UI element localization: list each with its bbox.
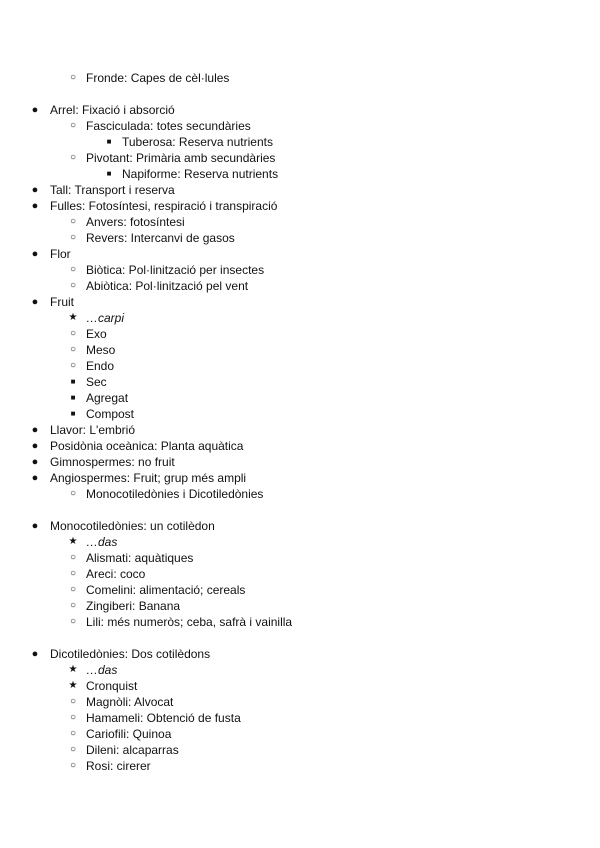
list-item (0, 278, 600, 294)
list-item-text: Cariofili: Quinoa (86, 727, 172, 741)
list-item-text: Exo (86, 327, 107, 341)
bullet-circle-icon: ○ (69, 552, 77, 563)
bullet-circle-icon: ○ (69, 568, 77, 579)
bullet-square-icon: ■ (106, 137, 112, 146)
list-item-text: Flor (50, 247, 71, 261)
list-item (0, 262, 600, 278)
list-item (0, 342, 600, 358)
bullet-circle-icon: ○ (69, 744, 77, 755)
list-item (0, 614, 600, 630)
bullet-circle-icon: ○ (69, 264, 77, 275)
list-item-text: Alismati: aquàtiques (86, 551, 194, 565)
bullet-dot-icon: ● (31, 648, 39, 660)
list-item-text: Comelini: alimentació; cereals (86, 583, 246, 597)
list-item-text: Fasciculada: totes secundàries (86, 119, 251, 133)
list-item (0, 710, 600, 726)
list-item-text: Agregat (86, 391, 129, 405)
bullet-dot-icon: ● (31, 248, 39, 260)
bullet-circle-icon: ○ (69, 360, 77, 371)
list-item-text: Posidònia oceànica: Planta aquàtica (50, 439, 244, 453)
bullet-dot-icon: ● (31, 424, 39, 436)
bullet-dot-icon: ● (31, 184, 39, 196)
list-item-text: Anvers: fotosíntesi (86, 215, 185, 229)
list-item (0, 118, 600, 134)
bullet-circle-icon: ○ (69, 728, 77, 739)
list-item (0, 246, 600, 262)
bullet-circle-icon: ○ (69, 280, 77, 291)
list-item-text: …das (86, 663, 118, 677)
bullet-star-icon: ★ (68, 312, 78, 323)
list-item-text: Fronde: Capes de cèl·lules (86, 71, 230, 85)
list-item (0, 470, 600, 486)
list-item (0, 102, 600, 118)
list-item-text: …das (86, 535, 118, 549)
bullet-circle-icon: ○ (69, 616, 77, 627)
list-item (0, 390, 600, 406)
list-item (0, 486, 600, 502)
bullet-star-icon: ★ (68, 680, 78, 691)
bullet-dot-icon: ● (31, 472, 39, 484)
list-item (0, 70, 600, 86)
list-item-text: Areci: coco (86, 567, 146, 581)
list-item (0, 150, 600, 166)
list-item-text: Gimnospermes: no fruit (50, 455, 175, 469)
list-item-text: Sec (86, 375, 107, 389)
bullet-circle-icon: ○ (69, 232, 77, 243)
list-item-text: Rosi: cirerer (86, 759, 151, 773)
bullet-circle-icon: ○ (69, 152, 77, 163)
list-item-text: Angiospermes: Fruit; grup més ampli (50, 471, 247, 485)
list-item (0, 166, 600, 182)
list-item (0, 454, 600, 470)
list-item (0, 582, 600, 598)
list-item-text: Tuberosa: Reserva nutrients (122, 135, 273, 149)
list-item-text: Compost (86, 407, 135, 421)
list-item (0, 758, 600, 774)
list-item (0, 310, 600, 326)
list-item-text: Monocotiledònies: un cotilèdon (50, 519, 215, 533)
bullet-circle-icon: ○ (69, 328, 77, 339)
bullet-circle-icon: ○ (69, 488, 77, 499)
bullet-square-icon: ■ (70, 377, 76, 386)
list-item (0, 566, 600, 582)
list-item-text: …carpi (86, 311, 125, 325)
list-item-text: Monocotiledònies i Dicotiledònies (86, 487, 264, 501)
list-item-text: Meso (86, 343, 116, 357)
list-item (0, 230, 600, 246)
list-item (0, 646, 600, 662)
list-item (0, 422, 600, 438)
list-item-text: Pivotant: Primària amb secundàries (86, 151, 276, 165)
bullet-circle-icon: ○ (69, 72, 77, 83)
list-item (0, 358, 600, 374)
list-item-text: Arrel: Fixació i absorció (50, 103, 175, 117)
bullet-dot-icon: ● (31, 296, 39, 308)
list-item-text: Napiforme: Reserva nutrients (122, 167, 279, 181)
list-item (0, 742, 600, 758)
list-item-text: Lili: més numeròs; ceba, safrà i vainilla (86, 615, 293, 629)
list-item (0, 438, 600, 454)
list-item (0, 182, 600, 198)
bullet-circle-icon: ○ (69, 216, 77, 227)
list-item (0, 534, 600, 550)
bullet-dot-icon: ● (31, 104, 39, 116)
bullet-star-icon: ★ (68, 664, 78, 675)
list-item (0, 518, 600, 534)
bullet-circle-icon: ○ (69, 696, 77, 707)
list-item-text: Cronquist (86, 679, 138, 693)
list-item-text: Tall: Transport i reserva (50, 183, 175, 197)
list-item (0, 550, 600, 566)
bullet-dot-icon: ● (31, 456, 39, 468)
list-item (0, 662, 600, 678)
bullet-dot-icon: ● (31, 520, 39, 532)
list-item (0, 678, 600, 694)
bullet-circle-icon: ○ (69, 712, 77, 723)
bullet-dot-icon: ● (31, 440, 39, 452)
bullet-square-icon: ■ (70, 393, 76, 402)
bullet-circle-icon: ○ (69, 344, 77, 355)
list-item-text: Llavor: L'embrió (50, 423, 135, 437)
list-item (0, 726, 600, 742)
list-item-text: Biòtica: Pol·linització per insectes (86, 263, 265, 277)
list-item (0, 598, 600, 614)
list-item (0, 694, 600, 710)
bullet-circle-icon: ○ (69, 120, 77, 131)
list-item (0, 406, 600, 422)
list-item-text: Zingiberi: Banana (86, 599, 181, 613)
list-item-text: Dileni: alcaparras (86, 743, 179, 757)
list-item (0, 374, 600, 390)
list-item-text: Fulles: Fotosíntesi, respiració i transpiració (50, 199, 278, 213)
list-item-text: Endo (86, 359, 115, 373)
list-item (0, 198, 600, 214)
list-item (0, 134, 600, 150)
bullet-star-icon: ★ (68, 536, 78, 547)
list-item-text: Fruit (50, 295, 74, 309)
list-item (0, 326, 600, 342)
list-item-text: Hamameli: Obtenció de fusta (86, 711, 241, 725)
bullet-circle-icon: ○ (69, 600, 77, 611)
bullet-square-icon: ■ (106, 169, 112, 178)
list-item-text: Dicotiledònies: Dos cotilèdons (50, 647, 211, 661)
bullet-square-icon: ■ (70, 409, 76, 418)
list-item-text: Abiòtica: Pol·linització pel vent (86, 279, 249, 293)
list-item (0, 214, 600, 230)
list-item-text: Magnòli: Alvocat (86, 695, 174, 709)
list-item (0, 294, 600, 310)
bullet-dot-icon: ● (31, 200, 39, 212)
bullet-circle-icon: ○ (69, 584, 77, 595)
bullet-circle-icon: ○ (69, 760, 77, 771)
list-item-text: Revers: Intercanvi de gasos (86, 231, 235, 245)
